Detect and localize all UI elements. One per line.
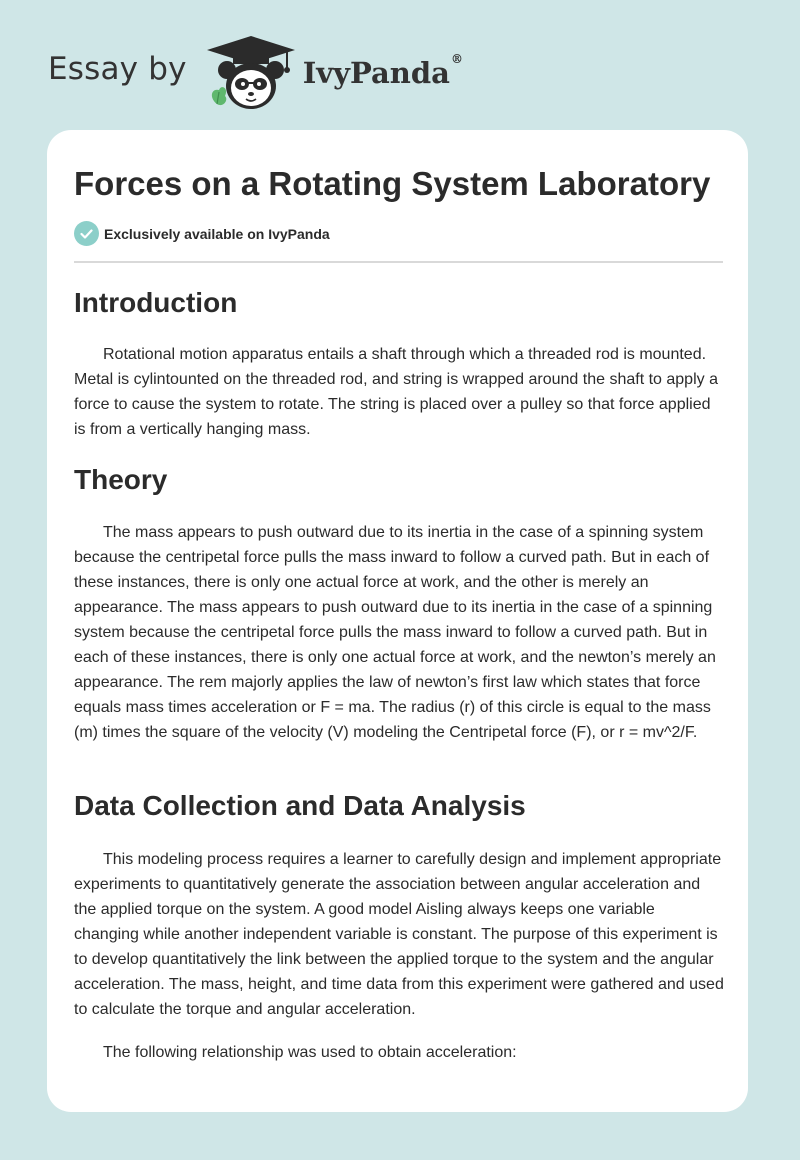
registered-mark: ® (450, 52, 463, 66)
section-heading: Introduction (74, 287, 238, 318)
essay-by-label: Essay by (48, 51, 187, 87)
section-paragraph: The mass appears to push outward due to its inertia in the case of a spinning system because the centripetal force pulls the mass inward to follow a curved path. But in each of these instances, there is only one actual force at work, and the other is merely an appearance. The mass appears to push outward due to its inertia in the case of a spinning system because the centripetal force pulls the mass inward to follow a curved path. But in each of these instances, there is only one actual force at work, and the newton’s merely an appearance. The rem majorly applies the law of newton’s first law which states that force equals mass times acceleration or F = ma. The radius (r) of this circle is equal to the mass (m) times the square of the velocity (V) modeling the Centripetal force (F), or r = mv^2/F. (74, 524, 716, 741)
section-heading: Theory (74, 464, 168, 495)
exclusive-label: Exclusively available on IvyPanda (104, 225, 330, 242)
section-paragraph: This modeling process requires a learner to carefully design and implement appropriate experiments to quantitatively generate the association between angular acceleration and the applied torque on the system. A good model Aisling always keeps one variable changing while another independent variable is constant. The purpose of this experiment is to develop quantitatively the link between the applied torque to the system and the angular acceleration. The mass, height, and time data from this experiment were gathered and used to calculate the torque and angular acceleration. (74, 851, 724, 1018)
section-heading: Data Collection and Data Analysis (74, 790, 526, 821)
section-paragraph: Rotational motion apparatus entails a shaft through which a threaded rod is mounted. Metal is cylintounted on the threaded rod, and string is wrapped around the shaft to apply a force to cause the system to rotate. The string is placed over a pulley so that force applied is from a vertically hanging mass. (74, 346, 718, 438)
brand-name[interactable]: IvyPanda® (302, 52, 463, 90)
brand-header (48, 34, 463, 114)
section-paragraph: The following relationship was used to obtain acceleration: (103, 1044, 517, 1061)
panda-graduate-icon[interactable] (203, 34, 299, 114)
check-icon (74, 221, 99, 246)
page-title: Forces on a Rotating System Laboratory (74, 165, 711, 202)
exclusive-badge (74, 221, 330, 246)
article-card (47, 130, 748, 1112)
divider (74, 261, 723, 263)
